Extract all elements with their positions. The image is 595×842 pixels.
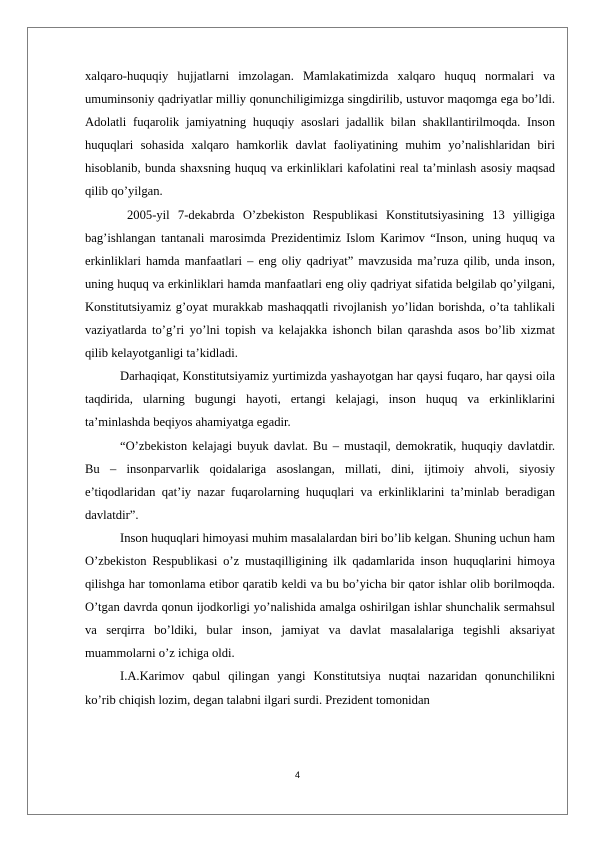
paragraph-human-rights: Inson huquqlari himoyasi muhim masalalardan biri bo’lib kelgan. Shuning uchun ham O’zbekiston Respublikasi o’z mustaqilligining ilk qadamlarida inson huquqlarini himoya qilishga har tomonlama etibor qaratib keldi va bu bo’yicha bir qator ishlar olib borilmoqda. O’tgan davrda qonun ijodkorligi yo’nalishida amalga oshirilgan ishlar shunchalik sermahsul va serqirra bo’ldiki, bular inson, jamiyat va davlat masalalariga tegishli aksariyat muammolarni o’z ichiga oldi.: [85, 530, 555, 661]
document-body: [85, 65, 555, 712]
page-number: 4: [294, 770, 300, 780]
paragraph-karimov: I.A.Karimov qabul qilingan yangi Konstitutsiya nuqtai nazaridan qonunchilikni ko’rib chiqish lozim, degan talabni ilgari surdi. Prezident tomonidan: [85, 669, 555, 707]
paragraph-2005-speech: 2005-yil 7-dekabrda O’zbekiston Respublikasi Konstitutsiyasining 13 yilligiga bag’ishlangan tantanali marosimda Prezidentimiz Islom Karimov “Inson, uning huquq va erkinliklari hamda manfaatlari – eng oliy qadriyat” mavzusida ma’ruza qilib, unda inson, uning huquq va erkinliklari hamda manfaatlari eng oliy qadriyat sifatida belgilab qo’yilgani, Konstitutsiyamiz g’oyat murakkab mashaqqatli rivojlanish yo’lidan borishda, o’ta tahlikali vaziyatlarda to’g’ri yo’lni topish va kelajakka ishonch bilan qarashda asos bo’lib xizmat qilib kelayotganligi ta’kidladi.: [85, 207, 555, 361]
paragraph-intro: xalqaro-huquqiy hujjatlarni imzolagan. Mamlakatimizda xalqaro huquq normalari va umuminsoniy qadriyatlar milliy qonunchiligimizga singdirilib, ustuvor maqomga ega bo’ldi. Adolatli fuqarolik jamiyatning huquqiy asoslari jadallik bilan shakllantirilmoqda. Inson huquqlari sohasida xalqaro hamkorlik davlat faoliyatining muhim yo’nalishlaridan biri hisoblanib, bunda shaxsning huquq va erkinliklari kafolatini real ta’minlash asosiy maqsad qilib qo’yilgan.: [85, 69, 555, 199]
paragraph-quote: “O’zbekiston kelajagi buyuk davlat. Bu – mustaqil, demokratik, huquqiy davlatdir. Bu – insonparvarlik qoidalariga asoslangan, millati, dini, ijtimoiy ahvoli, siyosiy e’tiqodlaridan qat’iy nazar fuqarolarning huquqlari va erkinliklarini ta’minlab beradigan davlatdir”.: [85, 438, 555, 522]
paragraph-constitution-importance: Darhaqiqat, Konstitutsiyamiz yurtimizda yashayotgan har qaysi fuqaro, har qaysi oila taqdirida, ularning bugungi hayoti, ertangi kelajagi, inson huquq va erkinliklarini ta’minlashda beqiyos ahamiyatga egadir.: [85, 369, 555, 430]
